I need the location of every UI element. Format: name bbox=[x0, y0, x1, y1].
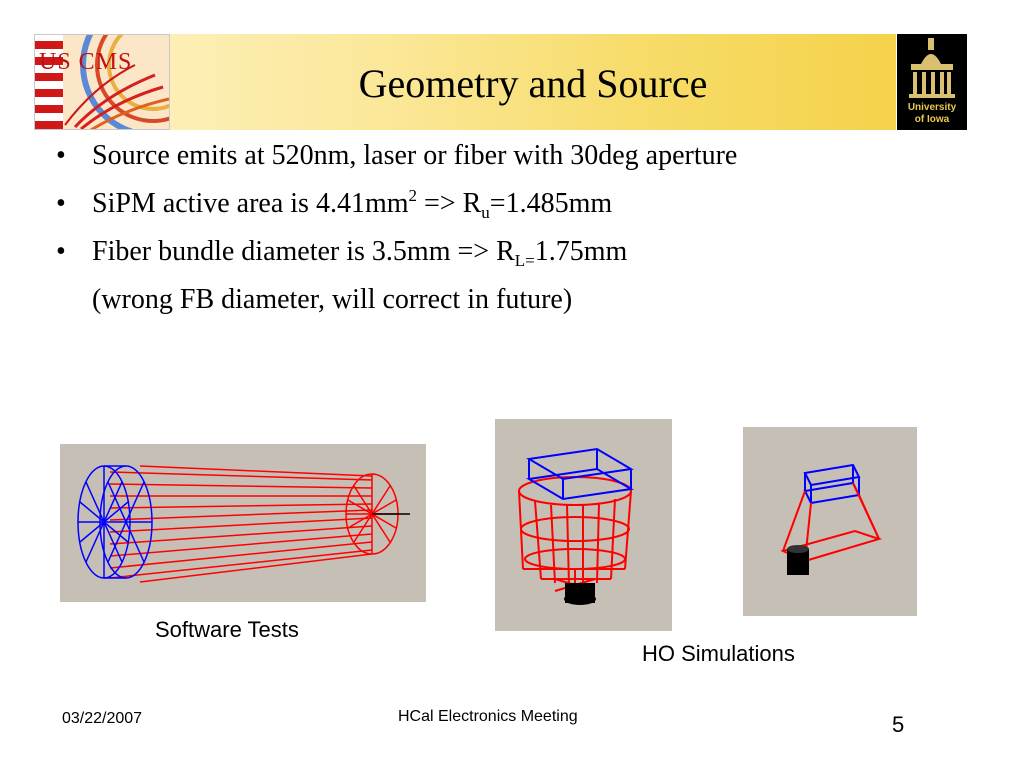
bullet-continuation: (wrong FB diameter, will correct in future) bbox=[92, 284, 573, 315]
bullet-marker: • bbox=[56, 236, 66, 267]
ho-simulation-figure-2 bbox=[743, 427, 917, 616]
ho-simulation-figure-1 bbox=[495, 419, 672, 631]
uscms-logo bbox=[34, 34, 170, 130]
university-text: University bbox=[907, 102, 957, 113]
cylinder-wireframe bbox=[60, 444, 426, 602]
cone-wireframe bbox=[495, 419, 672, 631]
footer-date: 03/22/2007 bbox=[62, 710, 143, 727]
bullet-text: SiPM active area is $4.41mm^2 => R_u=1.485mm$ bbox=[92, 186, 613, 222]
bullet-text: Fiber bundle diameter is $3.5mm => R_{L=}1.75mm$ bbox=[92, 236, 628, 270]
bullet-text: Source emits at 520nm, laser or fiber with 30deg aperture bbox=[92, 140, 738, 171]
caption-software-tests: Software Tests bbox=[155, 617, 299, 642]
bullet-marker: • bbox=[56, 140, 66, 171]
caption-ho-simulations: HO Simulations bbox=[642, 641, 795, 666]
bullet-list bbox=[56, 136, 986, 328]
of-iowa-text: of Iowa bbox=[914, 114, 950, 125]
uscms-logo-text: US CMS bbox=[39, 49, 133, 75]
funnel-wireframe bbox=[743, 427, 917, 616]
bullet-marker: • bbox=[56, 188, 66, 219]
bullet-item bbox=[56, 136, 986, 184]
software-test-figure bbox=[60, 444, 426, 602]
page-number: 5 bbox=[892, 712, 905, 737]
bullet-item bbox=[56, 232, 986, 280]
bullet-item bbox=[56, 184, 986, 232]
slide-title: Geometry and Source bbox=[358, 61, 708, 106]
footer-meeting: HCal Electronics Meeting bbox=[398, 708, 578, 725]
university-of-iowa-logo bbox=[897, 34, 967, 130]
